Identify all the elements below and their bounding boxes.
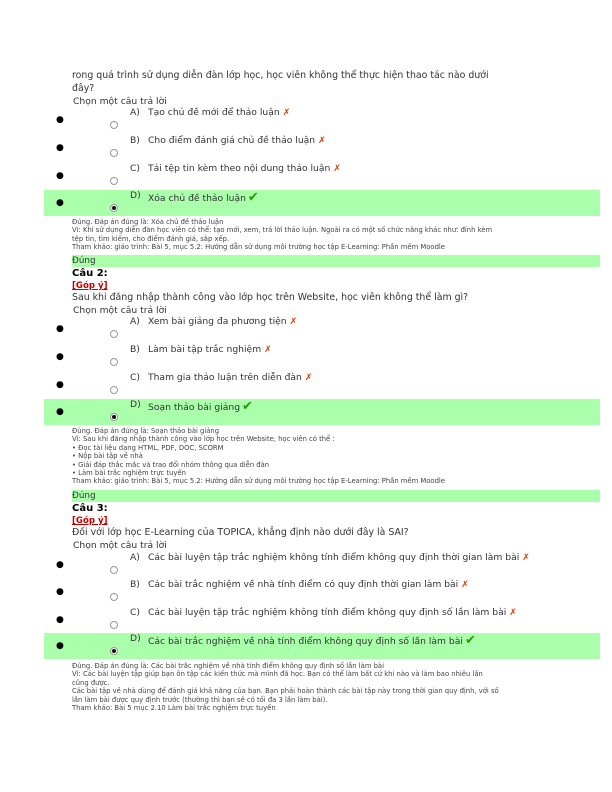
feedback-line: Tham khảo: giáo trình: Bài 5, mục 5.2: Hướng dẫn sử dụng môi trường học tập E-Learning: Phần mềm Moodle [72,243,445,252]
radio-button[interactable] [110,121,118,129]
wrong-mark-icon: ✗ [318,136,326,146]
question-1-result: Đúng [72,255,600,267]
option-letter: A) [130,552,140,563]
radio-button-selected[interactable] [110,204,118,212]
question-2-label: Câu 2: [72,268,108,279]
feedback-line: • Đọc tài liệu dạng HTML, PDF, DOC, SCORM [72,443,224,452]
option-text: Tải tệp tin kèm theo nội dung thảo luận [148,163,331,174]
feedback-line: Tham khảo: Bài 5 mục 2.10 Làm bài trắc nghiệm trực tuyến [72,704,276,713]
radio-button[interactable] [110,566,118,574]
option-text: Các bài trắc nghiệm về nhà tính điểm không quy định số lần làm bài [148,636,463,647]
feedback-line: • Làm bài trắc nghiệm trực tuyến [72,469,186,478]
option-text: Các bài luyện tập trắc nghiệm không tính điểm không quy định thời gian làm bài [148,552,520,563]
bullet-icon: ● [56,407,64,417]
feedback-line: • Nộp bài tập về nhà [72,452,143,461]
radio-button-selected[interactable] [110,413,118,421]
option-text: Xem bài giảng đa phương tiện [148,316,287,327]
question-2-option-a[interactable] [44,316,600,342]
feedback-line: tệp tin, tìm kiếm, cho điểm đánh giá, sắp xếp. [72,234,230,243]
bullet-icon: ● [56,143,64,153]
radio-button-selected[interactable] [110,647,118,655]
option-text: Xóa chủ đề thảo luận [148,193,246,204]
question-1-option-d[interactable] [44,190,600,216]
bullet-icon: ● [56,615,64,625]
option-text: Tham gia thảo luận trên diễn đàn [148,372,302,383]
bullet-icon: ● [56,352,64,362]
wrong-mark-icon: ✗ [461,580,469,590]
question-2-option-c[interactable] [44,372,600,398]
feedback-line: Vì: Các bài luyện tập giúp bạn ôn tập các kiến thức mà mình đã học. Bạn có thể làm bất cứ khi nào và làm bao nhiêu lần [72,670,483,679]
question-3-text: Đối với lớp học E-Learning của TOPICA, khẳng định nào dưới đây là SAI? [72,527,409,538]
option-text: Soạn thảo bài giảng [148,402,241,413]
bullet-icon: ● [56,587,64,597]
check-mark-icon: ✔ [247,190,259,205]
radio-button[interactable] [110,149,118,157]
bullet-icon: ● [56,198,64,208]
wrong-mark-icon: ✗ [333,164,341,174]
feedback-line: Đúng. Đáp án đúng là: Soạn thảo bài giảng [72,427,220,435]
question-2-option-b[interactable] [44,344,600,370]
radio-button[interactable] [110,330,118,338]
wrong-mark-icon: ✗ [289,317,298,327]
question-1-option-a[interactable] [44,107,600,133]
feedback-line: Vì: Khi sử dụng diễn đàn học viên có thể: tạo mới, xem, trả lời thảo luận. Ngoài ra có một số chức năng khác như: đính kèm [72,226,493,235]
wrong-mark-icon: ✗ [282,108,291,118]
feedback-line: Vì: Sau khi đăng nhập thành công vào lớp học trên Website, học viên có thể : [72,435,335,444]
question-3-prompt: Chọn một câu trả lời [73,540,167,551]
question-1-prompt: Chọn một câu trả lời [73,96,167,107]
question-2-feedback [72,427,600,486]
feedback-line: cũng được. [72,678,110,687]
option-letter: B) [130,344,140,355]
question-2-feedback-link[interactable]: [Góp ý] [72,281,108,291]
check-mark-icon: ✔ [242,399,253,414]
question-2-result: Đúng [72,490,600,502]
question-3-feedback [72,662,600,712]
check-mark-icon: ✔ [464,633,476,648]
option-text: Các bài trắc nghiệm về nhà tính điểm có quy định thời gian làm bài [148,579,459,590]
feedback-line: Đúng. Đáp án đúng là: Các bài trắc nghiệm về nhà tính điểm không quy định số lần làm bài [72,662,384,670]
option-text: Làm bài tập trắc nghiệm [148,344,262,355]
bullet-icon: ● [56,641,64,651]
question-1-option-b[interactable] [44,135,600,161]
wrong-mark-icon: ✗ [264,345,272,355]
option-letter: D) [130,399,141,410]
question-3-option-a[interactable] [44,552,600,578]
option-letter: C) [130,163,140,174]
bullet-icon: ● [56,380,64,390]
question-3-label: Câu 3: [72,503,108,514]
option-text: Cho điểm đánh giá chủ đề thảo luận [148,135,316,146]
bullet-icon: ● [56,560,64,570]
feedback-line: • Giải đáp thắc mắc và trao đổi nhóm thông qua diễn đàn [72,460,270,469]
radio-button[interactable] [110,358,118,366]
question-3-option-b[interactable] [44,579,600,605]
option-letter: B) [130,135,140,146]
wrong-mark-icon: ✗ [522,553,530,563]
radio-button[interactable] [110,621,118,629]
question-1-feedback [72,218,600,252]
option-letter: C) [130,607,140,618]
option-letter: D) [130,190,141,201]
radio-button[interactable] [110,177,118,185]
bullet-icon: ● [56,115,64,125]
question-2-prompt: Chọn một câu trả lời [73,305,167,316]
option-text: Các bài luyện tập trắc nghiệm không tính điểm không quy định số lần làm bài [148,607,507,618]
feedback-line: lần làm bài được quy định trước (thường thì bạn sẽ có tối đa 3 lần làm bài). [72,695,328,704]
option-letter: A) [130,316,140,327]
question-2-text: Sau khi đăng nhập thành công vào lớp học trên Website, học viên không thể làm gì? [72,292,469,303]
feedback-line: Tham khảo: giáo trình: Bài 5, mục 5.2: Hướng dẫn sử dụng môi trường học tập E-Learning: Phần mềm Moodle [72,477,445,486]
question-3-feedback-link[interactable]: [Góp ý] [72,516,108,526]
question-2-option-d[interactable] [44,399,600,425]
feedback-line: Các bài tập về nhà dùng để đánh giá khả năng của bạn. Bạn phải hoàn thành các bài tập này trong thời gian quy định, với số [72,687,499,696]
radio-button[interactable] [110,386,118,394]
option-letter: B) [130,579,140,590]
question-1-text-line-2: đây? [72,83,95,94]
option-letter: A) [130,107,140,118]
wrong-mark-icon: ✗ [304,373,313,383]
radio-button[interactable] [110,593,118,601]
option-letter: D) [130,633,141,644]
wrong-mark-icon: ✗ [509,608,517,618]
question-3-option-d[interactable] [44,633,600,659]
question-1-text-line-1: rong quá trình sử dụng diễn đàn lớp học, học viên không thể thực hiện thao tác nào dưới [72,70,489,81]
option-letter: C) [130,372,140,383]
bullet-icon: ● [56,171,64,181]
bullet-icon: ● [56,324,64,334]
question-3-option-c[interactable] [44,607,600,633]
question-1-option-c[interactable] [44,163,600,189]
feedback-line: Đúng. Đáp án đúng là: Xóa chủ đề thảo luận [72,218,224,226]
option-text: Tạo chủ đề mới để thảo luận [148,107,280,118]
